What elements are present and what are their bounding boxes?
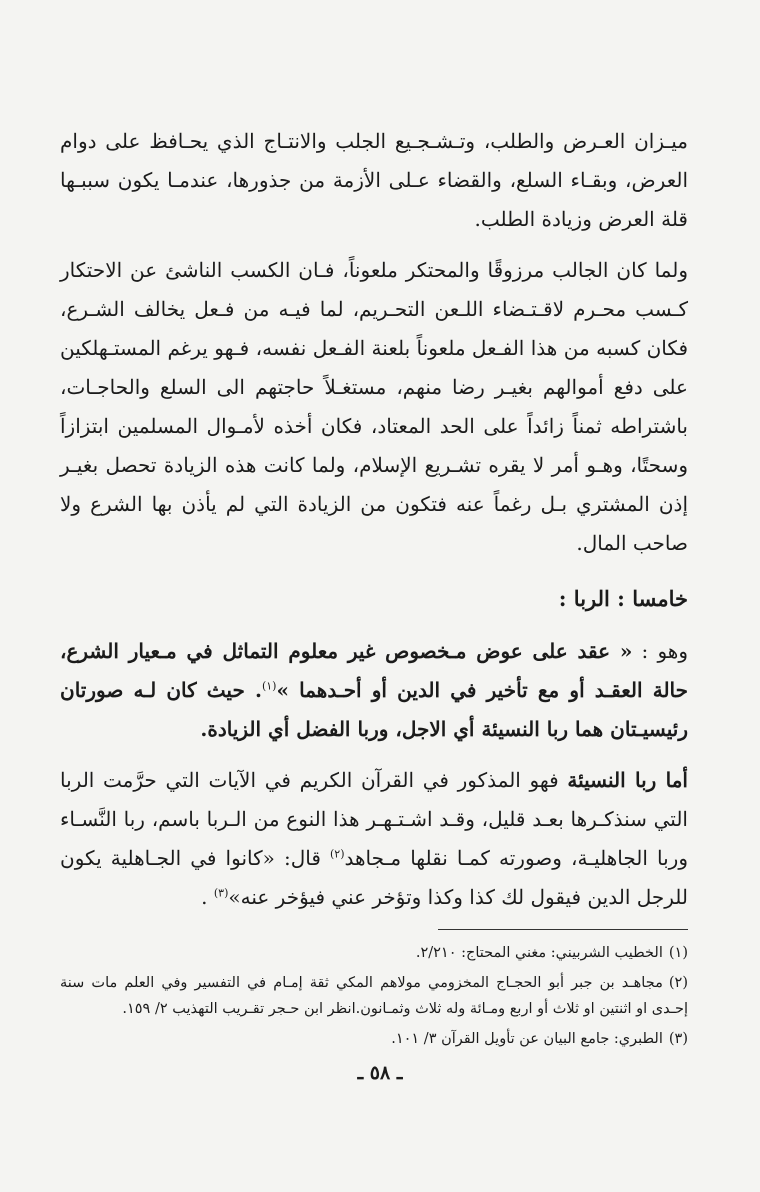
definition-paragraph	[60, 632, 688, 749]
footnote-text: مجاهـد بن جبر أبو الحجـاج المخزومي مولاهم المكي ثقة إمـام في التفسير وفي العلم مات سنة إحـدى او اثنتين او ثلاث أو اربع ومـائة وله ثلاث وثمـانون.انظر ابن حـجر تقـريب التهذيب ٢/ ١٥٩.	[60, 975, 688, 1017]
nasia-text-1: فهو المذكور في القرآن الكريم في الآيات التي حرَّمت الربا التي سنذكـرها بعـد قليل، وقـد اشـتـهـر هذا النوع من الـربا باسم، ربا النَّسـاء وربا الجاهليـة، وصورته كمـا نقلها مـجاهد	[60, 768, 688, 870]
footnote-number: (١)	[668, 945, 688, 961]
main-text	[60, 122, 688, 917]
paragraph-2: ولما كان الجالب مرزوقًا والمحتكر ملعوناً، فـان الكسب الناشئ عن الاحتكار كـسب محـرم لاقـتـضاء اللـعن التحـريم، لما فيـه من فـعل يخالف الشـرع، فكان كسبه من هذا الفـعل ملعوناً بلعنة الفـعل نفسه، فـهو يرغم المستـهلكين على دفع أموالهم بغيـر رضا منهم، مستغـلاً حاجتهم الى السلع والحاجـات، باشتراطه ثمناً زائداً على الحد المعتاد، فكان أخذه لأمـوال المسلمين ابتزازاً وسحتًا، وهـو أمر لا يقره تشـريع الإسلام، ولما كانت هذه الزيادة تحصل بغيـر إذن المشتري بـل رغماً عنه فتكون من الزيادة التي لم يأذن بها الشرع ولا صاحب المال.	[60, 258, 689, 555]
footnote-1	[60, 940, 688, 966]
footnotes	[60, 940, 688, 1052]
footnote-2	[60, 970, 688, 1022]
nasia-bold-start: أما ربا النسيئة	[567, 768, 688, 792]
footnote-text: الخطيب الشربيني: مغني المحتاج: ٢/٢١٠.	[415, 945, 663, 961]
page-number: ـ ٥٨ ـ	[357, 1062, 403, 1084]
footnote-ref-1: (١)	[261, 679, 277, 693]
definition-intro: وهو :	[632, 639, 688, 663]
footnote-ref-2: (٢)	[329, 847, 345, 861]
nasia-text-2: قال: «كانوا في الجـاهلية يكون للرجل الدين فيقول لك كذا وكذا وتؤخر عني فيؤخر عنه»	[60, 846, 688, 909]
definition-quote: « عقد على عوض مـخصوص غير معلوم التماثل في مـعيار الشرع، حالة العقـد أو مع تأخير في الدين أو أحـدهما »	[60, 639, 688, 702]
footnote-number: (٣)	[668, 1031, 688, 1047]
footnote-text: الطبري: جامع البيان عن تأويل القرآن ٣/ ١٠١.	[391, 1031, 663, 1047]
paragraph-1: ميـزان العـرض والطلب، وتـشـجـيع الجلب والانتـاج الذي يحـافظ على دوام العرض، وبقـاء السلع، والقضاء عـلى الأزمة من جذورها، عندمـا يكون سببـها قلة العرض وزيادة الطلب.	[60, 129, 688, 231]
footnote-number: (٢)	[668, 975, 688, 991]
section-heading: خامسا : الربا :	[558, 586, 688, 611]
footnote-ref-3: (٣)	[213, 886, 229, 900]
nasia-text-3: .	[201, 885, 214, 909]
definition-continuation: . حيث كان لـه صورتان رئيسيـتان هما ربا النسيئة أي الاجل، وربا الفضل أي الزيادة.	[60, 678, 688, 741]
footnote-3	[60, 1026, 688, 1052]
nasia-paragraph	[60, 761, 688, 917]
footnote-divider	[438, 929, 688, 930]
